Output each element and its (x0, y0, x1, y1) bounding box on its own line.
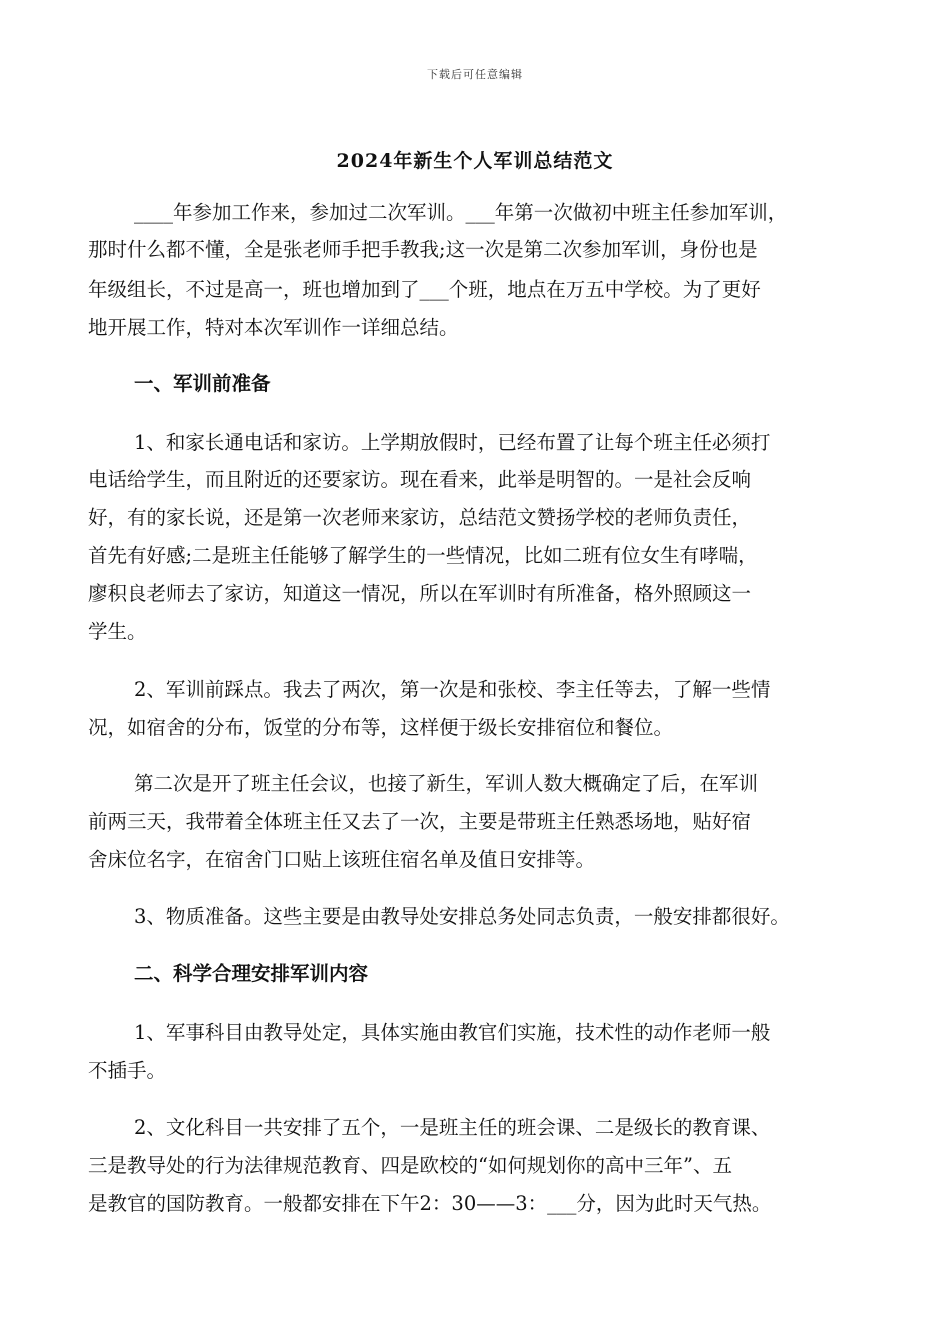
paragraph-line: 2、文化科目一共安排了五个，一是班主任的班会课、二是级长的教育课、 (134, 1116, 771, 1139)
paragraph-line: 3、物质准备。这些主要是由教导处安排总务处同志负责，一般安排都很好。 (134, 905, 790, 928)
paragraph-line: 2、军训前踩点。我去了两次，第一次是和张校、李主任等去，了解一些情 (134, 678, 771, 701)
paragraph-line: 不插手。 (88, 1059, 167, 1082)
document-title: 2024年新生个人军训总结范文 (336, 150, 614, 172)
paragraph-line: 电话给学生，而且附近的还要家访。现在看来，此举是明智的。一是社会反响 (88, 468, 752, 491)
paragraph-line: 前两三天，我带着全体班主任又去了一次，主要是带班主任熟悉场地，贴好宿 (88, 810, 752, 833)
paragraph-line: 年级组长，不过是高一，班也增加到了___个班，地点在万五中学校。为了更好 (88, 278, 761, 301)
paragraph-line: 首先有好感;二是班主任能够了解学生的一些情况，比如二班有位女生有哮喘， (88, 544, 758, 567)
paragraph-line: ____年参加工作来，参加过二次军训。___年第一次做初中班主任参加军训， (134, 201, 788, 224)
paragraph-line: 1、和家长通电话和家访。上学期放假时，已经布置了让每个班主任必须打 (134, 431, 771, 454)
paragraph-line: 那时什么都不懂，全是张老师手把手教我;这一次是第二次参加军训，身份也是 (88, 238, 758, 261)
paragraph-line: 廖积良老师去了家访，知道这一情况，所以在军训时有所准备，格外照顾这一 (88, 582, 752, 605)
paragraph-line: 学生。 (88, 620, 147, 643)
paragraph-line: 是教官的国防教育。一般都安排在下午2：30——3：___分，因为此时天气热。 (88, 1192, 772, 1215)
paragraph-line: 好，有的家长说，还是第一次老师来家访，总结范文赞扬学校的老师负责任， (88, 506, 752, 529)
paragraph-line: 地开展工作，特对本次军训作一详细总结。 (88, 316, 459, 339)
paragraph-line: 1、军事科目由教导处定，具体实施由教官们实施，技术性的动作老师一般 (134, 1021, 771, 1044)
paragraph-line: 三是教导处的行为法律规范教育、四是欧校的“如何规划你的高中三年”、五 (88, 1154, 732, 1177)
paragraph-line: 舍床位名字，在宿舍门口贴上该班住宿名单及值日安排等。 (88, 848, 596, 871)
paragraph-line: 第二次是开了班主任会议，也接了新生，军训人数大概确定了后，在军训 (134, 772, 759, 795)
paragraph-line: 况，如宿舍的分布，饭堂的分布等，这样便于级长安排宿位和餐位。 (88, 716, 674, 739)
section-heading: 二、科学合理安排军训内容 (134, 962, 369, 985)
page-header-note: 下载后可任意编辑 (427, 68, 523, 81)
section-heading: 一、军训前准备 (134, 372, 271, 395)
